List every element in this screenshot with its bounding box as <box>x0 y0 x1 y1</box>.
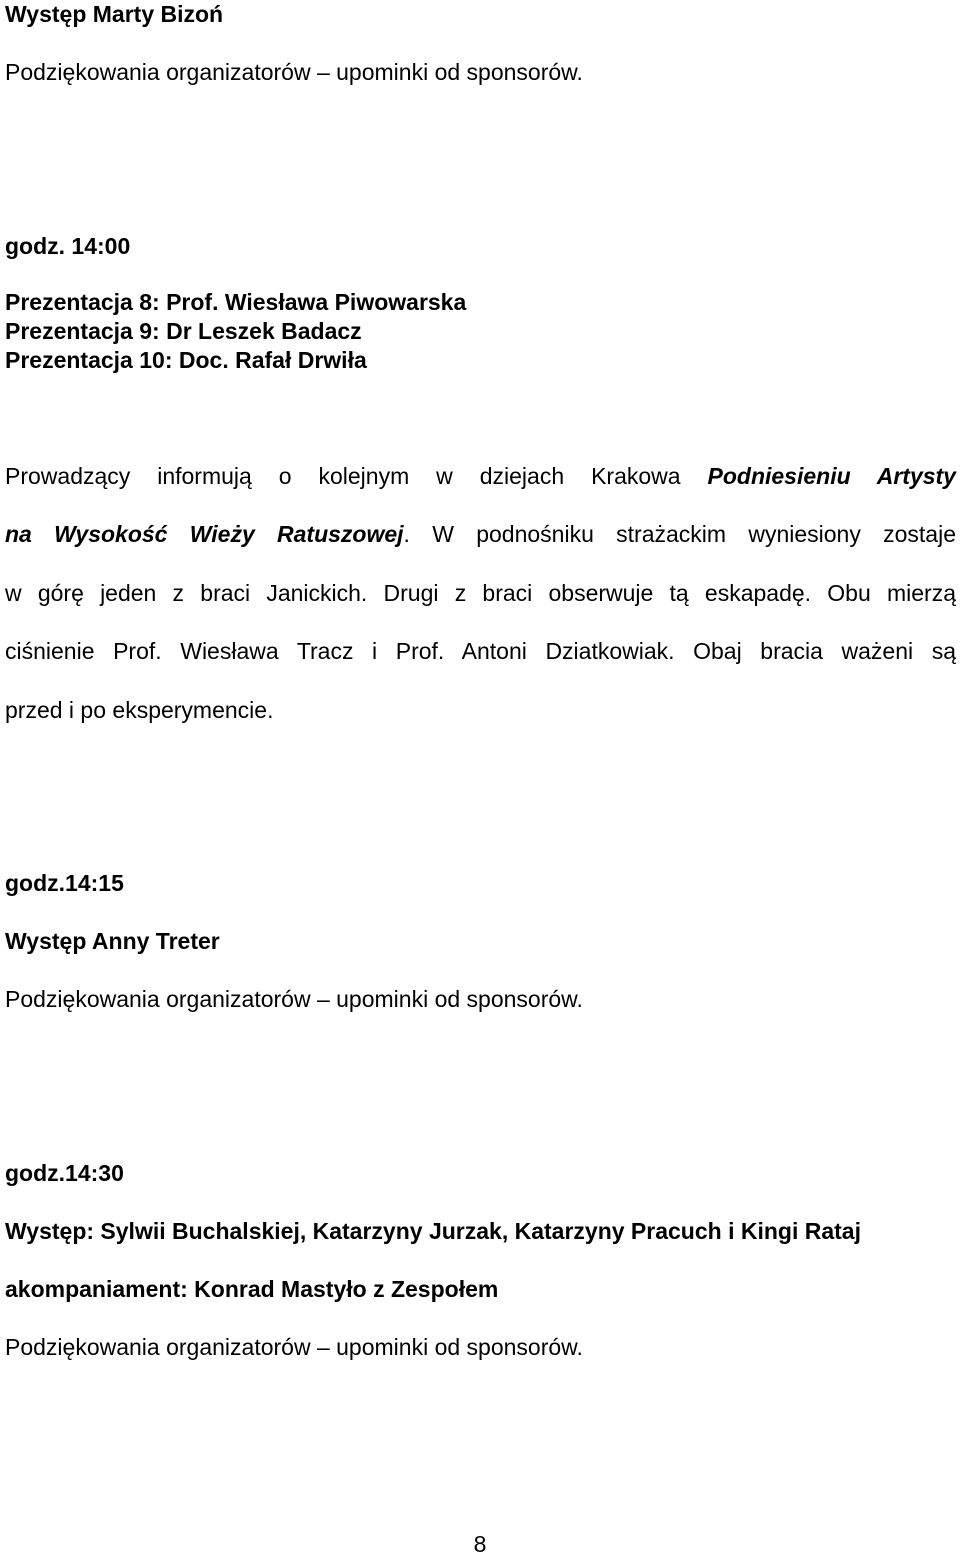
accompaniment-line: akompaniament: Konrad Mastyło z Zespołem <box>5 1276 499 1302</box>
paragraph-line-3 <box>5 579 956 607</box>
performance-heading-3: Występ: Sylwii Buchalskiej, Katarzyny Jurzak, Katarzyny Pracuch i Kingi Rataj <box>5 1218 861 1244</box>
paragraph-line-4 <box>5 637 956 665</box>
paragraph-text: Prowadzący informują o kolejnym w dziejach Krakowa <box>5 463 708 489</box>
event-title-emphasis: Podniesieniu Artysty <box>707 463 956 489</box>
paragraph-line-5 <box>5 696 273 724</box>
paragraph-line-2 <box>5 520 956 548</box>
sponsor-thanks-3: Podziękowania organizatorów – upominki od sponsorów. <box>5 1334 583 1360</box>
performance-heading-1: Występ Marty Bizoń <box>5 1 224 27</box>
paragraph-line-1 <box>5 462 956 490</box>
presentation-10: Prezentacja 10: Doc. Rafał Drwiła <box>5 347 367 373</box>
presentation-9: Prezentacja 9: Dr Leszek Badacz <box>5 318 362 344</box>
time-label-1400: godz. 14:00 <box>5 233 131 259</box>
sponsor-thanks-1: Podziękowania organizatorów – upominki od sponsorów. <box>5 59 583 85</box>
performance-heading-2: Występ Anny Treter <box>5 928 220 954</box>
sponsor-thanks-2: Podziękowania organizatorów – upominki od sponsorów. <box>5 986 583 1012</box>
event-title-emphasis: na Wysokość Wieży Ratuszowej <box>5 521 404 547</box>
paragraph-text: ciśnienie Prof. Wiesława Tracz i Prof. Antoni Dziatkowiak. Obaj bracia ważeni są <box>5 638 956 664</box>
paragraph-text: w górę jeden z braci Janickich. Drugi z braci obserwuje tą eskapadę. Obu mierzą <box>5 580 956 606</box>
time-label-1430: godz.14:30 <box>5 1160 124 1186</box>
time-label-1415: godz.14:15 <box>5 870 124 896</box>
paragraph-text: . W podnośniku strażackim wyniesiony zostaje <box>403 521 956 547</box>
paragraph-text: przed i po eksperymencie. <box>5 697 274 723</box>
presentation-8: Prezentacja 8: Prof. Wiesława Piwowarska <box>5 289 467 315</box>
page-number: 8 <box>473 1531 487 1557</box>
